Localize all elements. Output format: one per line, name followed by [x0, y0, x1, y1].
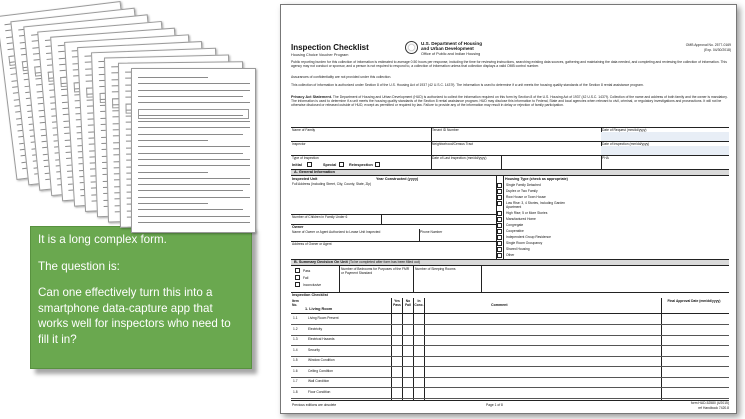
- fail-checkbox[interactable]: [295, 275, 300, 280]
- footer-obsolete: Previous editions are obsolete: [292, 403, 337, 407]
- form-page-thumbnail: [131, 68, 256, 233]
- tenant-id-label: Tenant ID Number: [432, 128, 459, 132]
- special-label: Special: [323, 163, 337, 167]
- housing-type-label: Duplex or Two Family: [506, 189, 538, 193]
- family-name-label: Name of Family: [292, 128, 316, 132]
- checklist-item-number: 1.8: [293, 389, 298, 394]
- living-room-heading: 1. Living Room: [305, 307, 333, 311]
- checklist-item-number: 1.1: [293, 316, 298, 320]
- inspection-checklist-page: [280, 4, 737, 414]
- footer-handbook: ref Handbook 7420.8: [698, 406, 729, 410]
- item-no-header: Item No.: [292, 299, 299, 307]
- housing-type-checkbox[interactable]: [497, 253, 502, 258]
- housing-type-checkbox[interactable]: [497, 189, 502, 194]
- checklist-item-label: Electricity: [308, 326, 323, 331]
- agency-line-2: and Urban Development: [421, 46, 474, 51]
- collection-statement: This collection of information is authorized under Section 8 of the U.S. Housing Act of 1937 (42 U.S.C. 1437f). The information is used to determine if a unit meets the housing quality standards of the Section 8 rental assistance program.: [291, 83, 644, 87]
- housing-type-label: Low Rise: 3, 4 Stories, Including Garden Apartment: [506, 201, 566, 209]
- question-callout: [30, 226, 252, 369]
- checklist-item-number: 1.6: [293, 368, 298, 373]
- final-approval-header: Final Approval Date (mm/dd/yyyy): [667, 299, 721, 303]
- inspected-unit-label: Inspected Unit: [292, 177, 318, 181]
- no-fail-header: No Fail: [405, 299, 411, 307]
- callout-line-3: Can one effectively turn this into a smartphone data-capture app that works well for inspectors who need to fill it in?: [38, 286, 231, 346]
- date-request-field[interactable]: [601, 132, 729, 141]
- initial-label: Initial: [292, 163, 302, 167]
- comment-header: Comment: [491, 303, 508, 307]
- checklist-item-label: Ceiling Condition: [308, 368, 333, 373]
- full-address-label: Full Address (including Street, City, County, State, Zip): [292, 182, 372, 186]
- housing-type-checkbox[interactable]: [497, 195, 502, 200]
- hud-seal-icon: [405, 41, 418, 54]
- housing-type-checkbox[interactable]: [497, 247, 502, 252]
- checklist-item-number: 1.2: [293, 326, 298, 331]
- form-page-stack: [0, 0, 260, 230]
- form-subtitle: Housing Choice Voucher Program: [291, 53, 349, 57]
- owner-address-label: Address of Owner or Agent: [292, 242, 332, 246]
- housing-type-label: Congregate: [506, 223, 524, 227]
- checklist-item-label: Wall Condition: [308, 379, 330, 383]
- phone-label: Phone Number: [420, 230, 443, 234]
- housing-type-checkbox[interactable]: [497, 241, 502, 246]
- omb-expiration: (Exp. 04/30/2018): [704, 48, 731, 52]
- housing-type-checkbox[interactable]: [497, 217, 502, 222]
- date-inspection-field[interactable]: [601, 146, 729, 155]
- housing-type-checkbox[interactable]: [497, 183, 502, 188]
- special-checkbox[interactable]: [339, 162, 344, 167]
- in-conc-header: In Conc.: [414, 299, 424, 307]
- year-constructed-label: Year Constructed (yyyy): [376, 177, 419, 181]
- housing-type-label: Single Family Detached: [506, 183, 541, 187]
- section-b-title: B. Summary Decision On Unit: [294, 260, 348, 264]
- housing-type-checkbox[interactable]: [497, 211, 502, 216]
- housing-type-checkbox[interactable]: [497, 235, 502, 240]
- checklist-item-label: Electrical Hazards: [308, 337, 335, 341]
- housing-type-checkbox[interactable]: [497, 229, 502, 234]
- children-label: Number of Children in Family Under 6: [292, 215, 348, 219]
- sleeping-rooms-label: Number of Sleeping Rooms: [415, 267, 456, 271]
- date-request-label: Date of Request (mm/dd/yyyy): [602, 128, 647, 132]
- housing-type-label: Single Room Occupancy: [506, 241, 543, 245]
- agency-line-3: Office of Public and Indian Housing: [421, 52, 481, 56]
- checklist-label: Inspection Checklist: [292, 293, 328, 297]
- pass-checkbox[interactable]: [295, 268, 300, 273]
- checklist-item-number: 1.4: [293, 347, 298, 352]
- callout-line-2: The question is:: [38, 259, 120, 273]
- footer-page-number: Page 1 of 8: [486, 403, 503, 407]
- initial-checkbox[interactable]: [307, 162, 312, 167]
- housing-type-label: Manufactured Home: [506, 217, 536, 221]
- checklist-item-label: Living Room Present: [308, 316, 339, 320]
- inconclusive-label: Inconclusive: [303, 283, 322, 287]
- section-a-header: A. General Information: [291, 169, 729, 176]
- privacy-statement: [291, 95, 729, 108]
- form-title: Inspection Checklist: [291, 43, 369, 52]
- date-inspection-label: Date of Inspection (mm/dd/yyyy): [602, 142, 650, 146]
- housing-type-label: Independent Group Residence: [506, 235, 551, 239]
- inconclusive-checkbox[interactable]: [295, 282, 300, 287]
- checklist-item-number: 1.5: [293, 358, 298, 362]
- pha-label: PHA: [602, 156, 609, 160]
- last-inspection-label: Date of Last Inspection (mm/dd/yyyy): [432, 156, 487, 160]
- section-b-note: (To be completed after form has been filled out): [348, 260, 420, 264]
- housing-type-label: Cooperative: [506, 229, 524, 233]
- inspector-label: Inspector: [292, 142, 306, 146]
- housing-type-label: Other: [506, 253, 515, 257]
- checklist-item-number: 1.3: [293, 337, 298, 341]
- pass-label: Pass: [303, 269, 311, 273]
- housing-type-checkbox[interactable]: [497, 201, 502, 206]
- owner-label: Owner: [292, 225, 304, 229]
- owner-name-label: Name of Owner or Agent Authorized to Lease Unit Inspected: [292, 230, 381, 234]
- housing-type-label: High Rise; 5 or More Stories: [506, 211, 548, 215]
- privacy-label: Privacy Act Statement.: [291, 95, 333, 99]
- checklist-item-number: 1.7: [293, 379, 298, 383]
- footer-form-number: form HUD-52580 (4/2015): [690, 401, 729, 405]
- callout-line-1: It is a long complex form.: [38, 233, 167, 246]
- privacy-text: The Department of Housing and Urban Development (HUD) is authorized to collect the information required on this form by Section 8 of the U.S. Housing Act of 1937 (42 U.S.C. 1437f). Collection of the name and address of both family and the owner is mandatory. The information is used to determine if a unit meets the housing quality standards of the Section 8 rental assistance program. HUD may disclose this information to Federal, State and local agencies when relevant to civil, criminal, or regulatory investigations and prosecutions. It will not be otherwise disclosed or released outside of HUD, except as permitted or required by law. Failure to provide any of the information may result in delay or rejection of family participation.: [291, 95, 728, 108]
- housing-type-label: Shared Housing: [506, 247, 530, 251]
- assurances-statement: Assurances of confidentiality are not provided under this collection.: [291, 75, 392, 79]
- inspection-type-label: Type of Inspection: [292, 156, 319, 160]
- yes-pass-header: Yes Pass: [393, 299, 401, 307]
- checklist-item-label: Security: [308, 347, 320, 352]
- burden-statement: Public reporting burden for this collection of information is estimated to average 0.50 hours per response, including the time for reviewing instructions, searching existing data sources, gathering and maintaining the data needed, and completing and reviewing the collection of information. This agency may not conduct or sponsor, and a person is not required to respond to, a collection of information unless that collection displays a valid OMB control number.: [291, 60, 727, 69]
- omb-number: OMB Approval No. 2577-0169: [685, 43, 731, 47]
- reinspection-label: Reinspection: [349, 163, 373, 167]
- housing-type-label: Row House or Town House: [506, 195, 546, 199]
- bedrooms-label: Number of Bedrooms for Purposes of the FMR or Payment Standard: [341, 267, 410, 275]
- neighborhood-label: Neighborhood/Census Tract: [432, 142, 474, 146]
- agency-line-1: U.S. Department of Housing: [421, 41, 482, 46]
- housing-type-label: Housing Type (check as appropriate): [505, 177, 568, 181]
- checklist-item-label: Floor Condition: [308, 389, 331, 394]
- reinspection-checkbox[interactable]: [375, 162, 380, 167]
- checklist-item-label: Window Condition: [308, 358, 335, 362]
- section-b-header: [291, 259, 729, 266]
- housing-type-checkbox[interactable]: [497, 223, 502, 228]
- fail-label: Fail: [303, 276, 309, 280]
